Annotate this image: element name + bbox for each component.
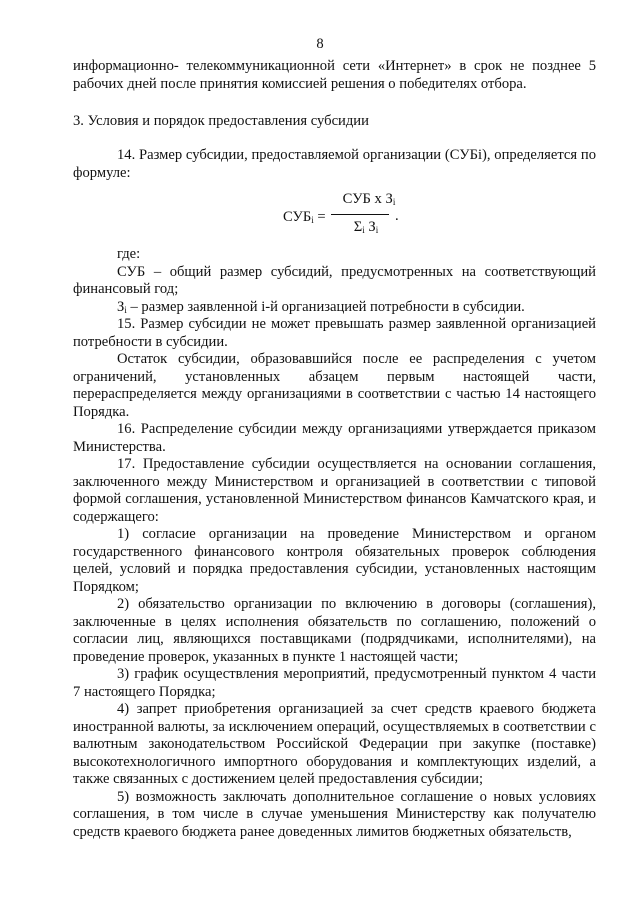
clause-14: 14. Размер субсидии, предоставляемой организации (СУБi), определяется по формуле:	[73, 147, 596, 181]
section-heading-block	[73, 113, 596, 131]
intro-paragraph: информационно- телекоммуникационной сети «Интернет» в срок не позднее 5 рабочих дней после принятия комиссией решения о победителях отбора.	[73, 58, 596, 92]
clause-17-item-5: 5) возможность заключать дополнительное соглашение о новых условиях соглашения, в том числе в случае уменьшения Министерству как получателю средств краевого бюджета ранее доведенных лимитов бюджетных обязательств,	[73, 788, 596, 840]
formula	[73, 182, 596, 252]
clause-17-item-1: 1) согласие организации на проведение Министерством и органом государственного финансового контроля обязательных проверок соблюдения целей, условий и порядка предоставления субсидии, установленных настоящим Порядком;	[73, 526, 596, 595]
formula-fraction-bar	[331, 214, 389, 215]
definition-z: $З_i$ – размер заявленной i-й организацией потребности в субсидии.	[117, 298, 525, 315]
clause-16: 16. Распределение субсидии между организациями утверждается приказом Министерства.	[73, 421, 596, 455]
clause-17-item-2: 2) обязательство организации по включению в договоры (соглашения), заключенные в целях исполнения обязательств по соглашению, положений о согласии лиц, являющихся поставщиками (подрядчиками, исполнителями), на проведение проверок, указанных в пункте 1 настоящей части;	[73, 596, 596, 665]
body-text	[73, 246, 596, 841]
formula-denominator: $\Sigma_i$ $З_i$	[353, 219, 379, 235]
clause-14-block	[73, 147, 596, 182]
definition-sub: СУБ – общий размер субсидий, предусмотренных на соответствующий финансовый год;	[73, 263, 596, 297]
clause-17-item-4: 4) запрет приобретения организацией за счет средств краевого бюджета иностранной валюты, за исключением операций, осуществляемых в соответствии с валютным законодательством Российской Федерации при закупке (поставке) высокотехнологичного импортного оборудования и комплектующих изделий, а также связанных с достижением целей предоставления субсидии;	[73, 701, 596, 787]
section-heading: 3. Условия и порядок предоставления субсидии	[73, 113, 369, 129]
formula-dot: .	[395, 208, 399, 224]
clause-15-paragraph-2: Остаток субсидии, образовавшийся после ее распределения с учетом ограничений, установленных абзацем первым настоящей части, перераспределяется между организациями в соответствии с частью 14 настоящего Порядка.	[73, 351, 596, 420]
clause-17: 17. Предоставление субсидии осуществляется на основании соглашения, заключенного между Министерством и организацией в соответствии с типовой формой соглашения, установленной Министерством финансов Камчатского края, и содержащего:	[73, 456, 596, 525]
formula-lhs: $СУБ_i$ =	[283, 209, 326, 225]
intro-paragraph-block	[73, 58, 596, 93]
page-number: 8	[316, 36, 324, 52]
formula-numerator: СУБ х $З_i$	[342, 191, 396, 207]
clause-17-item-3: 3) график осуществления мероприятий, предусмотренный пунктом 4 части 7 настоящего Порядка;	[73, 666, 596, 700]
clause-15: 15. Размер субсидии не может превышать размер заявленной организацией потребности в субсидии.	[73, 316, 596, 350]
where-label: где:	[117, 246, 141, 262]
